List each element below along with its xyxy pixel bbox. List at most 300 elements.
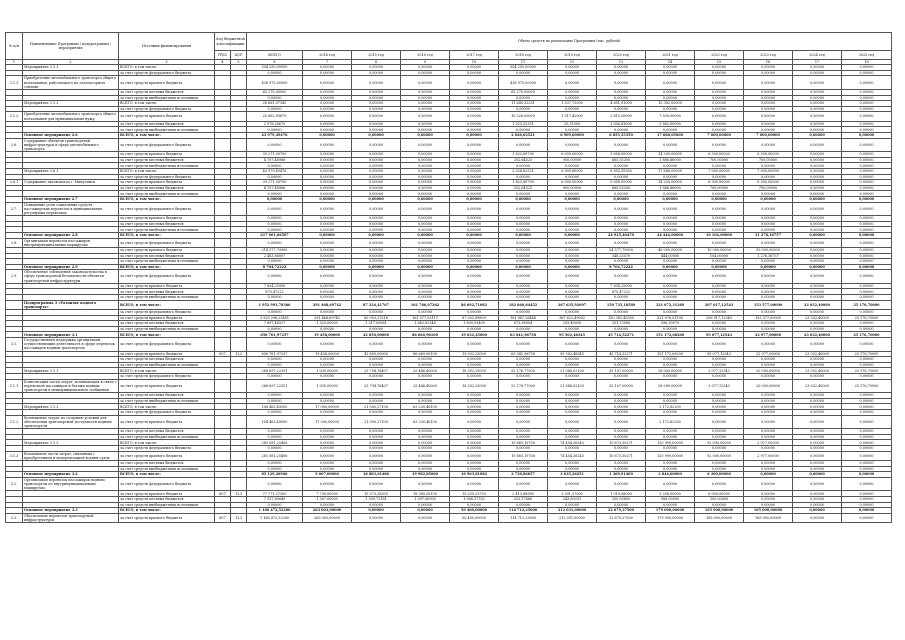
row-value: 0,00000 xyxy=(548,232,597,238)
row-value: 0,00000 xyxy=(352,446,401,452)
table-row xyxy=(6,451,892,460)
row-value: 0,00000 xyxy=(597,461,646,467)
row-value: 0,00000 xyxy=(597,106,646,112)
row-value: 77 771,37300 xyxy=(247,491,303,497)
row-value: 5 658,00000 xyxy=(597,152,646,158)
row-value: 0,00000 xyxy=(548,253,597,259)
row-value: 150 383,45500 xyxy=(597,315,646,321)
row-value: 8 704,72222 xyxy=(247,264,303,270)
row-value: 16 883,01486 xyxy=(352,472,401,478)
row-value: 0,00000 xyxy=(401,247,450,253)
row-value: 18 385,28100 xyxy=(401,491,450,497)
row-value: 25 176,70000 xyxy=(842,368,892,374)
row-value: 0,00000 xyxy=(597,196,646,202)
row-cs xyxy=(231,270,247,284)
row-value: 0,00000 xyxy=(695,76,744,90)
row-name: Мероприятие 2.6.1 xyxy=(23,168,119,174)
row-value: 0,00000 xyxy=(401,191,450,197)
row-value: 0,00000 xyxy=(401,180,450,186)
row-value: 0,00000 xyxy=(744,491,793,497)
table-row xyxy=(6,238,892,247)
row-value: 42 850,00000 xyxy=(352,332,401,338)
row-value: 0,00000 xyxy=(303,434,352,440)
row-value: 0,00000 xyxy=(548,238,597,247)
row-value: 0,00000 xyxy=(303,502,352,508)
row-value: 0,00000 xyxy=(450,112,499,121)
row-value: 263 003,00000 xyxy=(303,508,352,514)
row-value: 0,00000 xyxy=(842,112,892,121)
row-source: за счет средств федерального бюджета xyxy=(119,374,215,380)
row-value: 0,00000 xyxy=(499,163,548,169)
row-value: 95 077,12543 xyxy=(695,351,744,357)
row-value: 0,00000 xyxy=(842,152,892,158)
row-value: 0,00000 xyxy=(695,326,744,332)
row-value: 0,00000 xyxy=(842,202,892,216)
row-value: 0,00000 xyxy=(499,466,548,472)
row-value: 0,00000 xyxy=(597,434,646,440)
row-source: за счет средств краевого бюджета xyxy=(119,152,215,158)
row-value: 0,00000 xyxy=(744,398,793,404)
row-value: 10 326,00000 xyxy=(499,112,548,121)
row-value: 6 000,00000 xyxy=(548,152,597,158)
row-value: 0,00000 xyxy=(401,227,450,233)
row-name: Содержание объектов транспортной инфраструктуры в сфере автомобильного транспорта xyxy=(23,138,119,152)
row-value: 0,00000 xyxy=(646,429,695,435)
row-value: 0,00000 xyxy=(646,221,695,227)
row-value: 870,47222 xyxy=(247,289,303,295)
row-value: 25 176,70000 xyxy=(842,351,892,357)
row-value: 0,00000 xyxy=(548,70,597,76)
row-name: Обеспечение соблюдения законодательства в сфере транспортной безопасности объектов транспортной инфраструктуры xyxy=(23,270,119,284)
row-value: 1 323,32331 xyxy=(499,121,548,127)
row-value: 0,00000 xyxy=(646,76,695,90)
row-cs xyxy=(231,415,247,429)
row-value: 0,00000 xyxy=(450,138,499,152)
row-value: 0,00000 xyxy=(646,202,695,216)
row-value: 0,00000 xyxy=(352,326,401,332)
row-value: 0,00000 xyxy=(499,283,548,289)
row-source: за счет средств федерального бюджета xyxy=(119,310,215,316)
row-value: 1 537,73000 xyxy=(548,101,597,107)
row-value: 0,00000 xyxy=(548,295,597,301)
row-value: 0,00000 xyxy=(842,491,892,497)
row-value: 0,00000 xyxy=(695,216,744,222)
row-value: 0,00000 xyxy=(793,434,842,440)
header-index: 15 xyxy=(695,60,744,65)
row-value: 0,00000 xyxy=(303,112,352,121)
row-cs xyxy=(231,379,247,393)
row-value: 50 400,00000 xyxy=(450,513,499,522)
row-value: 0,00000 xyxy=(303,132,352,138)
row-value: 0,00000 xyxy=(597,127,646,133)
row-source: за счет средств внебюджетных источников xyxy=(119,326,215,332)
row-value: 0,00000 xyxy=(793,191,842,197)
row-value: 0,00000 xyxy=(842,65,892,71)
row-value: 85 129,26940 xyxy=(247,472,303,478)
row-value: 19 458,00000 xyxy=(303,332,352,338)
row-value: 0,00000 xyxy=(695,196,744,202)
row-value: 0,00000 xyxy=(793,76,842,90)
row-value: 212 031,00000 xyxy=(548,513,597,522)
row-value: 0,00000 xyxy=(499,446,548,452)
row-number: 2.6.1 xyxy=(6,180,23,186)
row-value: 11 649,32331 xyxy=(499,101,548,107)
row-value: 0,00000 xyxy=(352,508,401,514)
row-source: за счет средств федерального бюджета xyxy=(119,270,215,284)
row-value: 65 275,00000 xyxy=(499,90,548,96)
row-value: 0,00000 xyxy=(793,132,842,138)
row-value: 0,00000 xyxy=(842,157,892,163)
row-value: 16 903,81082 xyxy=(450,472,499,478)
header-name: Наименование Программы / подпрограммы / мероприятия xyxy=(23,33,119,60)
row-source: ВСЕГО, в том числе: xyxy=(119,404,215,410)
row-value: 1 317,05681 xyxy=(352,321,401,327)
row-name: Основное мероприятие 3.2 xyxy=(23,472,119,478)
row-source: ВСЕГО, в том числе: xyxy=(119,368,215,374)
row-value: 0,00000 xyxy=(842,76,892,90)
row-value: 25 176,70000 xyxy=(842,332,892,338)
row-value: 0,00000 xyxy=(401,264,450,270)
row-value: 181 987,26448 xyxy=(499,315,548,321)
row-value: 0,00000 xyxy=(793,491,842,497)
row-source: за счет средств внебюджетных источников xyxy=(119,163,215,169)
row-value: 0,00000 xyxy=(499,310,548,316)
row-number: 2.8. xyxy=(6,238,23,247)
row-value: 0,00000 xyxy=(695,264,744,270)
row-value: 0,00000 xyxy=(352,477,401,491)
row-value: 0,00000 xyxy=(401,106,450,112)
row-value: 0,00000 xyxy=(352,152,401,158)
row-cs: 123 xyxy=(231,351,247,357)
row-value: 20 000,00000 xyxy=(744,379,793,393)
row-value: 0,00000 xyxy=(247,138,303,152)
row-value: 0,00000 xyxy=(450,132,499,138)
row-grbs xyxy=(215,338,231,352)
row-value: 0,00000 xyxy=(793,410,842,416)
row-value: 0,00000 xyxy=(695,410,744,416)
row-value: 0,00000 xyxy=(247,238,303,247)
row-value: 0,00000 xyxy=(303,259,352,265)
row-value: 0,00000 xyxy=(793,185,842,191)
row-value: 0,00000 xyxy=(499,95,548,101)
row-value: 0,00000 xyxy=(450,180,499,186)
row-value: 0,00000 xyxy=(793,321,842,327)
row-value: 0,00000 xyxy=(247,446,303,452)
row-value: 63 230,46100 xyxy=(401,415,450,429)
row-value: 65 275,00000 xyxy=(247,90,303,96)
row-value: 0,00000 xyxy=(499,398,548,404)
row-value: 351,73089 xyxy=(597,321,646,327)
row-value: 0,00000 xyxy=(548,434,597,440)
row-value: 900,00000 xyxy=(548,157,597,163)
row-value: 0,00000 xyxy=(646,174,695,180)
row-value: 0,00000 xyxy=(695,127,744,133)
row-value: 0,00000 xyxy=(793,326,842,332)
row-value: 18 352,25000 xyxy=(450,379,499,393)
row-value: 504 250,00000 xyxy=(499,65,548,71)
row-value: 0,00000 xyxy=(303,477,352,491)
row-value: 0,00000 xyxy=(247,362,303,368)
row-source: за счет средств федерального бюджета xyxy=(119,410,215,416)
row-value: 15 335,23750 xyxy=(450,491,499,497)
row-source: за счет средств местных бюджетов xyxy=(119,321,215,327)
row-value: 0,00000 xyxy=(548,289,597,295)
row-value: 0,00000 xyxy=(247,270,303,284)
row-value: 0,00000 xyxy=(352,362,401,368)
row-value: 0,00000 xyxy=(597,398,646,404)
table-row xyxy=(6,477,892,491)
table-row xyxy=(6,300,892,309)
row-value: 0,00000 xyxy=(401,508,450,514)
row-value: 0,00000 xyxy=(842,466,892,472)
row-value: 1 186 472,52200 xyxy=(247,513,303,522)
row-grbs: 807 xyxy=(215,351,231,357)
row-value: 0,00000 xyxy=(450,70,499,76)
row-value: 20,31000 xyxy=(548,121,597,127)
budget-table-sheet xyxy=(5,32,890,523)
row-value: 0,00000 xyxy=(695,338,744,352)
row-value: 0,00000 xyxy=(450,466,499,472)
row-value: 10 865,19758 xyxy=(499,440,548,446)
row-value: 0,00000 xyxy=(744,461,793,467)
row-value: 31 278,16757 xyxy=(744,232,793,238)
row-value: 95 502,48345 xyxy=(548,332,597,338)
row-value: 0,00000 xyxy=(303,466,352,472)
row-value: 0,00000 xyxy=(597,163,646,169)
row-value: 0,00000 xyxy=(401,466,450,472)
row-value: 0,00000 xyxy=(303,174,352,180)
header-index: 7 xyxy=(303,60,352,65)
table-row xyxy=(6,513,892,522)
row-value: 0,00000 xyxy=(793,90,842,96)
row-value: 0,00000 xyxy=(401,232,450,238)
row-value: 0,00000 xyxy=(352,238,401,247)
header-year: 2025 год xyxy=(842,51,892,60)
row-value: 0,00000 xyxy=(842,196,892,202)
row-value: 0,00000 xyxy=(401,157,450,163)
row-value: 0,00000 xyxy=(401,451,450,460)
row-value: 0,00000 xyxy=(793,283,842,289)
row-source: ВСЕГО, в том числе: xyxy=(119,332,215,338)
row-value: 3 077,12543 xyxy=(695,379,744,393)
row-value: 6 300,00000 xyxy=(744,180,793,186)
row-value: 0,00000 xyxy=(499,221,548,227)
row-value: 0,00000 xyxy=(352,429,401,435)
row-value: 0,00000 xyxy=(352,157,401,163)
row-value: 0,00000 xyxy=(842,451,892,460)
row-value: 0,00000 xyxy=(842,393,892,399)
row-value: 0,00000 xyxy=(695,398,744,404)
row-value: 10 673,30271 xyxy=(597,440,646,446)
row-value: 0,00000 xyxy=(352,513,401,522)
row-value: 0,00000 xyxy=(450,270,499,284)
row-value: 0,00000 xyxy=(450,404,499,410)
row-value: 7 000,00000 xyxy=(744,132,793,138)
row-value: 700,00000 xyxy=(744,185,793,191)
row-value: 0,00000 xyxy=(303,310,352,316)
row-value: 0,00000 xyxy=(597,95,646,101)
row-value: 0,00000 xyxy=(842,508,892,514)
row-value: 0,00000 xyxy=(548,461,597,467)
row-value: 179 000,00000 xyxy=(646,508,695,514)
row-value: 0,00000 xyxy=(499,70,548,76)
row-cs xyxy=(231,76,247,90)
row-value: 0,00000 xyxy=(842,127,892,133)
row-value: 3 635,26251 xyxy=(548,472,597,478)
row-value: 0,00000 xyxy=(842,227,892,233)
row-value: 0,00000 xyxy=(401,259,450,265)
row-value: 2 483,86607 xyxy=(247,253,303,259)
row-value: 0,00000 xyxy=(450,362,499,368)
table-body xyxy=(6,65,892,523)
row-value: 104,00000 xyxy=(695,253,744,259)
row-value: 1 307,00000 xyxy=(303,496,352,502)
row-value: 291 468,69742 xyxy=(303,300,352,309)
row-value: 0,00000 xyxy=(401,253,450,259)
row-value: 1 018,98000 xyxy=(597,491,646,497)
row-value: 0,00000 xyxy=(303,429,352,435)
row-value: 21 048,02100 xyxy=(548,379,597,393)
row-value: 0,00000 xyxy=(744,163,793,169)
row-value: 0,00000 xyxy=(793,152,842,158)
row-number: 3.1. xyxy=(6,338,23,352)
header-index: 5 xyxy=(231,60,247,65)
row-value: 0,00000 xyxy=(352,121,401,127)
row-value: 0,00000 xyxy=(646,310,695,316)
row-source: ВСЕГО, в том числе: xyxy=(119,440,215,446)
row-value: 0,00000 xyxy=(352,191,401,197)
row-value: 92 000,00000 xyxy=(695,451,744,460)
row-value: 0,00000 xyxy=(744,101,793,107)
row-value: 0,00000 xyxy=(450,259,499,265)
row-value: 0,00000 xyxy=(450,216,499,222)
row-value: 0,00000 xyxy=(548,264,597,270)
row-source: за счет средств федерального бюджета xyxy=(119,446,215,452)
row-value: 0,00000 xyxy=(352,434,401,440)
row-value: 0,00000 xyxy=(401,216,450,222)
row-source: за счет средств краевого бюджета xyxy=(119,247,215,253)
row-value: 0,00000 xyxy=(695,106,744,112)
row-value: 0,00000 xyxy=(450,357,499,363)
row-value: 0,00000 xyxy=(450,374,499,380)
row-source: ВСЕГО, в том числе: xyxy=(119,508,215,514)
row-value: 0,00000 xyxy=(548,338,597,352)
row-value: 0,00000 xyxy=(247,477,303,491)
row-value: 0,00000 xyxy=(646,259,695,265)
row-name: Мероприятие 3.1.1 xyxy=(23,368,119,374)
row-value: 0,00000 xyxy=(352,440,401,446)
row-value: 0,00000 xyxy=(548,477,597,491)
row-value: 17 000,00000 xyxy=(303,415,352,429)
row-source: за счет средств краевого бюджета xyxy=(119,76,215,90)
header-index: 12 xyxy=(548,60,597,65)
row-value: 0,00000 xyxy=(646,264,695,270)
row-value: 0,00000 xyxy=(401,440,450,446)
row-value: 438 975,00000 xyxy=(247,76,303,90)
row-value: 0,00000 xyxy=(548,202,597,216)
row-value: 10 000,00000 xyxy=(695,247,744,253)
row-value: 0,00000 xyxy=(450,191,499,197)
row-value: 0,00000 xyxy=(793,357,842,363)
row-value: 0,00000 xyxy=(744,238,793,247)
row-value: 95 077,12543 xyxy=(695,332,744,338)
row-value: 0,00000 xyxy=(247,310,303,316)
row-value: 1 369,91400 xyxy=(597,472,646,478)
row-value: 0,00000 xyxy=(744,321,793,327)
header-code-group: Код бюджетной классификации xyxy=(215,33,247,51)
row-value: 15 573,28305 xyxy=(352,491,401,497)
row-value: 0,00000 xyxy=(646,196,695,202)
row-value: 0,00000 xyxy=(401,90,450,96)
row-value: 0,00000 xyxy=(450,90,499,96)
row-value: 0,00000 xyxy=(793,513,842,522)
row-value: 1 568,57332 xyxy=(450,496,499,502)
row-value: 0,00000 xyxy=(450,338,499,352)
row-name: Приобретение автомобильного транспорта общего пользования для муниципальных нужд xyxy=(23,112,119,121)
row-value: 0,00000 xyxy=(303,221,352,227)
row-value: 0,00000 xyxy=(548,374,597,380)
row-name: Основное мероприятие 2.6 xyxy=(23,132,119,138)
row-value: 22 679,27500 xyxy=(597,513,646,522)
row-value: 0,00000 xyxy=(695,466,744,472)
row-value: 0,00000 xyxy=(695,362,744,368)
header-no: № п/п xyxy=(6,33,23,60)
row-value: 1 517,42000 xyxy=(548,112,597,121)
header-index: 11 xyxy=(499,60,548,65)
row-value: 86 660,96100 xyxy=(401,332,450,338)
header-index: 3 xyxy=(119,60,215,65)
row-value: 202,64525 xyxy=(499,185,548,191)
row-value: 0,00000 xyxy=(303,295,352,301)
row-value: 0,00000 xyxy=(744,270,793,284)
row-value: 2 413,68989 xyxy=(499,491,548,497)
row-value: 86 660,96100 xyxy=(401,351,450,357)
row-value: 0,00000 xyxy=(646,106,695,112)
row-source: ВСЕГО, в том числе: xyxy=(119,472,215,478)
row-value: 0,00000 xyxy=(744,174,793,180)
row-value: 0,00000 xyxy=(842,264,892,270)
row-value: 52 176,77000 xyxy=(499,379,548,393)
row-value: 0,00000 xyxy=(352,253,401,259)
row-value: 367 622,49092 xyxy=(548,315,597,321)
row-value: 3 077,12543 xyxy=(695,368,744,374)
row-value: 0,00000 xyxy=(352,221,401,227)
row-source: за счет средств краевого бюджета xyxy=(119,415,215,429)
row-value: 0,00000 xyxy=(303,264,352,270)
row-value: 0,00000 xyxy=(401,398,450,404)
row-value: 0,00000 xyxy=(450,477,499,491)
row-value: 0,00000 xyxy=(597,338,646,352)
row-value: 6 909,60000 xyxy=(548,132,597,138)
row-value: 0,00000 xyxy=(842,259,892,265)
row-value: 700,00000 xyxy=(695,157,744,163)
budget-table xyxy=(5,32,892,523)
row-value: 87 052,89809 xyxy=(450,315,499,321)
row-value: 0,00000 xyxy=(597,191,646,197)
row-value: 0,00000 xyxy=(450,127,499,133)
table-header xyxy=(6,33,892,65)
row-value: 0,00000 xyxy=(352,461,401,467)
row-value: 0,00000 xyxy=(695,295,744,301)
row-value: 30 000,00000 xyxy=(744,247,793,253)
row-value: 0,00000 xyxy=(352,338,401,352)
row-value: 0,00000 xyxy=(597,502,646,508)
row-value: 0,00000 xyxy=(450,76,499,90)
row-value: 17 000,00000 xyxy=(303,404,352,410)
row-value: 0,00000 xyxy=(303,227,352,233)
row-value: 0,00000 xyxy=(842,415,892,429)
row-value: 0,00000 xyxy=(842,90,892,96)
